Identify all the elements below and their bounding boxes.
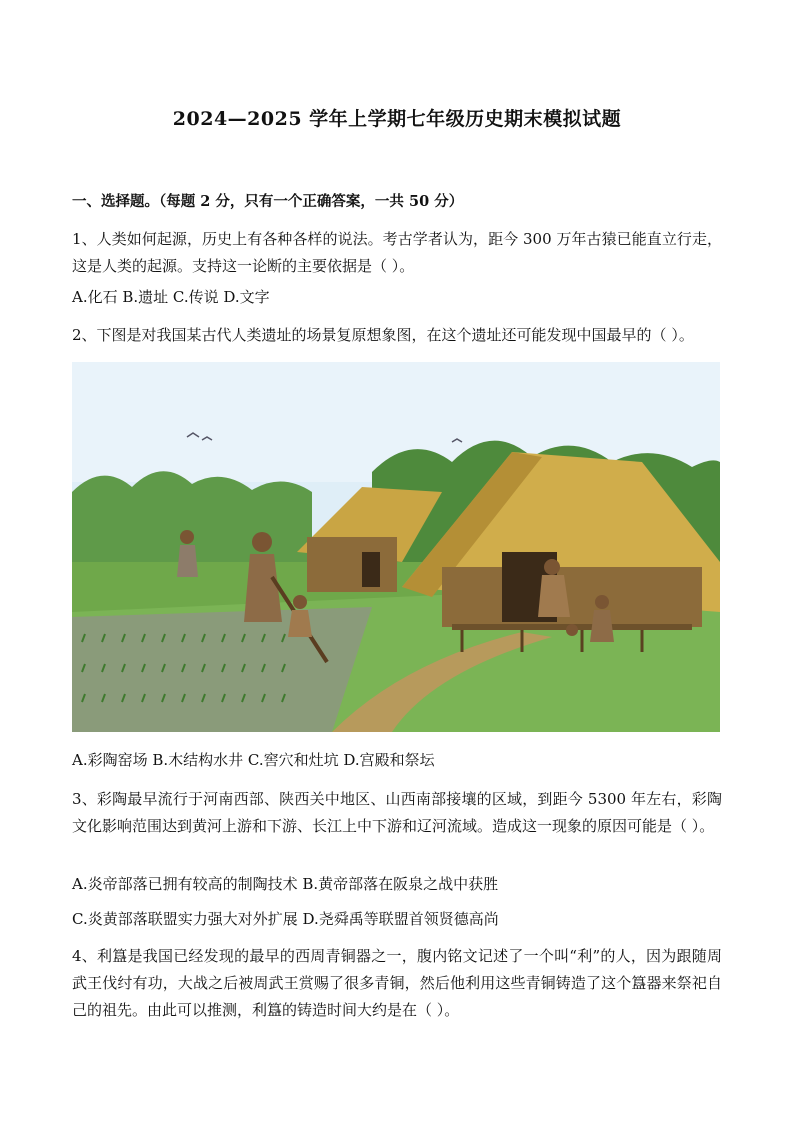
question-4-stem: 4、利簋是我国已经发现的最早的西周青铜器之一，腹内铭文记述了一个叫“利”的人，因为跟随周武王伐纣有功，大战之后被周武王赏赐了很多青铜，然后他利用这些青铜铸造了这个簋器来祭祀自己的祖先。由此可以推测，利簋的铸造时间大约是在（ ）。: [72, 947, 722, 1019]
question-3-options-2: C.炎黄部落联盟实力强大对外扩展 D.尧舜禹等联盟首领贤德高尚: [72, 910, 499, 928]
question-2-stem: 2、下图是对我国某古代人类遗址的场景复原想象图，在这个遗址还可能发现中国最早的（ ）。: [72, 326, 694, 344]
section-heading: 一、选择题。（每题 2 分，只有一个正确答案，一共 50 分）: [72, 193, 464, 210]
question-3-stem: 3、彩陶最早流行于河南西部、陕西关中地区、山西南部接壤的区域，到距今 5300 年左右，彩陶文化影响范围达到黄河上游和下游、长江上中下游和辽河流域。造成这一现象的原因可能是（ ）。: [72, 790, 722, 835]
question-1-stem: 1、人类如何起源，历史上有各种各样的说法。考古学者认为，距今 300 万年古猿已能直立行走，这是人类的起源。支持这一论断的主要依据是（ ）。: [72, 230, 722, 275]
page-title: 2024—2025 学年上学期七年级历史期末模拟试题: [172, 108, 622, 130]
neolithic-village-illustration-icon: [72, 362, 720, 732]
question-2-options: A.彩陶窑场 B.木结构水井 C.窖穴和灶坑 D.宫殿和祭坛: [72, 751, 435, 769]
question-1-options: A.化石 B.遗址 C.传说 D.文字: [72, 288, 270, 306]
question-3-options-1: A.炎帝部落已拥有较高的制陶技术 B.黄帝部落在阪泉之战中获胜: [72, 875, 499, 893]
village-illustration: [72, 362, 720, 732]
